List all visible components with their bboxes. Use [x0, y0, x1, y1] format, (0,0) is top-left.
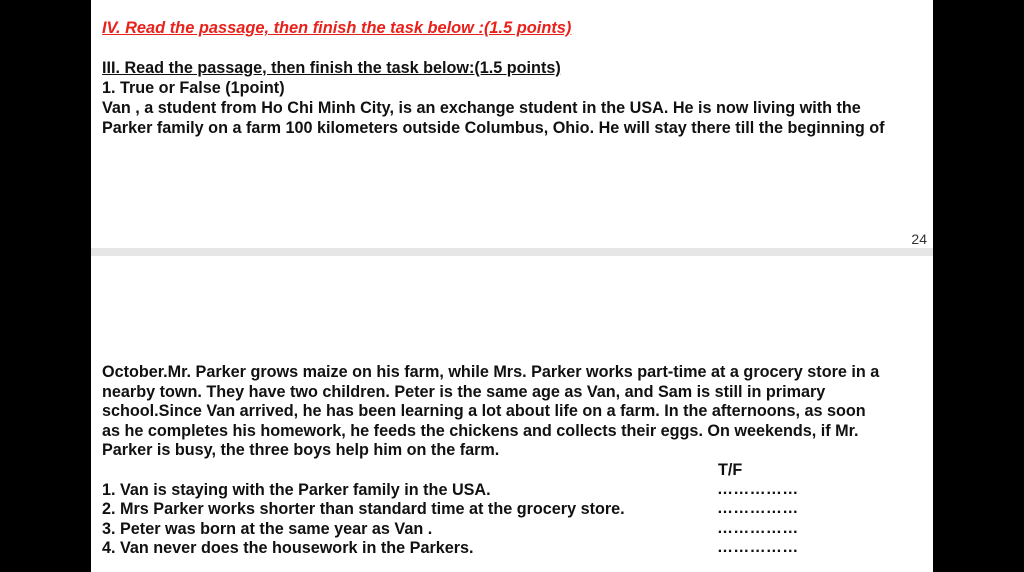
- page-number: 24: [911, 231, 927, 247]
- answer-blank-1[interactable]: ……………: [717, 481, 799, 498]
- document-page-bottom: [91, 256, 933, 572]
- section-heading-iii: III. Read the passage, then finish the task below:(1.5 points): [102, 59, 561, 77]
- answer-blank-2[interactable]: ……………: [717, 500, 799, 517]
- passage-line: October.Mr. Parker grows maize on his farm, while Mrs. Parker works part-time at a grocery store in a: [102, 363, 880, 381]
- question-4: 4. Van never does the housework in the Parkers.: [102, 539, 474, 557]
- answer-blank-4[interactable]: ……………: [717, 539, 799, 556]
- question-2: 2. Mrs Parker works shorter than standard time at the grocery store.: [102, 500, 625, 518]
- question-1: 1. Van is staying with the Parker family in the USA.: [102, 481, 491, 499]
- passage-line: Van , a student from Ho Chi Minh City, is an exchange student in the USA. He is now living with the: [102, 99, 861, 117]
- passage-line: Parker family on a farm 100 kilometers outside Columbus, Ohio. He will stay there till the beginning of: [102, 119, 885, 137]
- passage-line: Parker is busy, the three boys help him on the farm.: [102, 441, 500, 459]
- answer-blank-3[interactable]: ……………: [717, 520, 799, 537]
- passage-line: nearby town. They have two children. Peter is the same age as Van, and Sam is still in primary: [102, 383, 826, 401]
- tf-column-header: T/F: [718, 461, 743, 479]
- question-3: 3. Peter was born at the same year as Van .: [102, 520, 433, 538]
- page-separator: [91, 248, 933, 256]
- document-page-top: [91, 0, 933, 248]
- section-heading-iv: IV. Read the passage, then finish the task below :(1.5 points): [102, 19, 572, 37]
- task-subheading: 1. True or False (1point): [102, 79, 285, 97]
- passage-line: school.Since Van arrived, he has been learning a lot about life on a farm. In the afternoons, as soon: [102, 402, 866, 420]
- passage-line: as he completes his homework, he feeds the chickens and collects their eggs. On weekends, if Mr.: [102, 422, 859, 440]
